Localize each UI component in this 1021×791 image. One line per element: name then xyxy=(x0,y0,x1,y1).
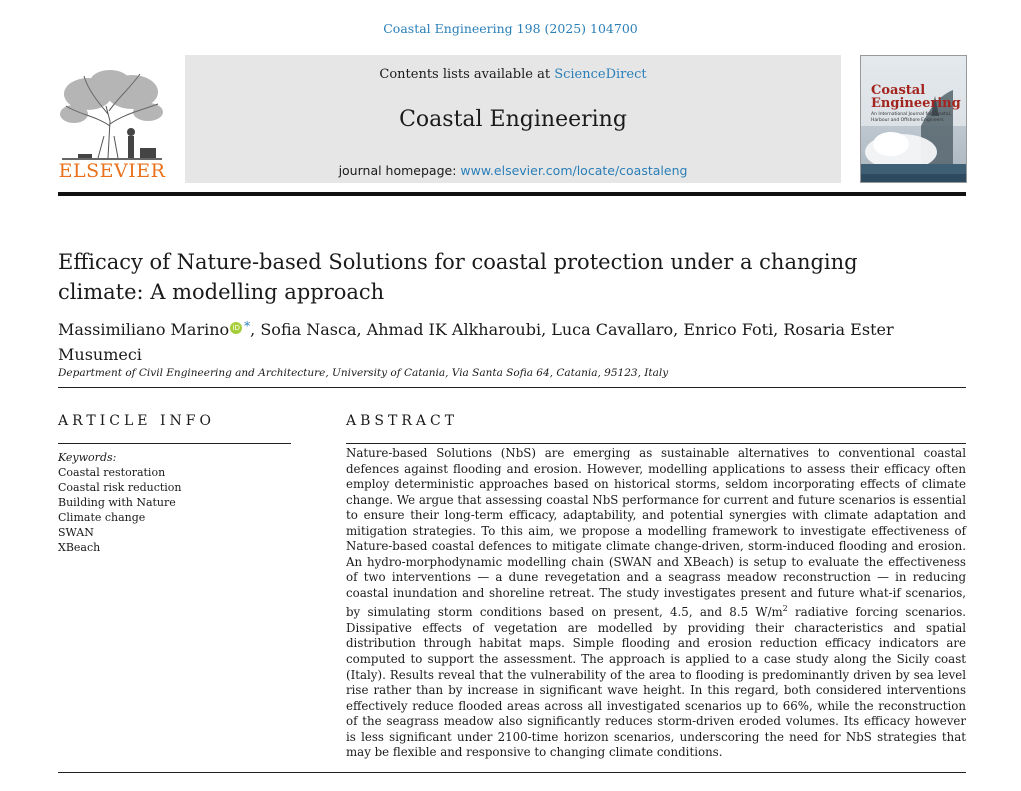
homepage-prefix: journal homepage: xyxy=(338,163,461,178)
abstract-superscript: 2 xyxy=(782,604,788,614)
article-info-rule xyxy=(58,443,291,444)
abstract-rule xyxy=(346,443,966,444)
header-rule xyxy=(58,192,966,196)
cover-title-line-2: Engineering xyxy=(871,96,961,111)
journal-citation-link[interactable]: Coastal Engineering 198 (2025) 104700 xyxy=(383,21,638,36)
keywords-label: Keywords: xyxy=(58,451,117,464)
homepage-line xyxy=(185,163,841,178)
author-name: Massimiliano Marino xyxy=(58,320,230,339)
abstract-heading: ABSTRACT xyxy=(346,413,459,429)
contents-line xyxy=(185,67,841,82)
author-list xyxy=(58,314,938,367)
abstract-text xyxy=(346,446,966,761)
cover-subtitle: An International Journal for Coastal, Harbour and Offshore Engineers xyxy=(871,112,952,123)
keyword-item: Climate change xyxy=(58,511,146,524)
sciencedirect-link[interactable]: ScienceDirect xyxy=(554,67,647,82)
elsevier-wordmark: ELSEVIER xyxy=(58,160,166,182)
journal-title: Coastal Engineering xyxy=(399,107,627,132)
coauthor-names: , Sofia Nasca, Ahmad IK Alkharoubi, Luca Cavallaro, Enrico Foti, Rosaria Ester Musumeci xyxy=(58,320,894,364)
orcid-icon[interactable]: iD xyxy=(230,322,242,334)
corresponding-author-mark[interactable]: * xyxy=(244,319,251,333)
journal-banner xyxy=(185,55,841,183)
article-info-heading: ARTICLE INFO xyxy=(58,413,215,429)
keyword-item: Coastal risk reduction xyxy=(58,481,182,494)
section-rule xyxy=(58,387,966,388)
journal-homepage-link[interactable]: www.elsevier.com/locate/coastaleng xyxy=(460,163,688,178)
article-title: Efficacy of Nature-based Solutions for coastal protection under a changing climate: A modelling approach xyxy=(58,250,858,304)
keyword-item: Building with Nature xyxy=(58,496,176,509)
journal-cover-thumbnail[interactable] xyxy=(860,55,967,183)
cover-title-line-1: Coastal xyxy=(871,83,926,98)
abstract-part-2: radiative forcing scenarios. Dissipative effects of vegetation are modelled by providing their characteristics and spatial distribution through habitat maps. Simple flooding and erosion reduction efficacy indicators are computed to support the assessment. The approach is applied to a case study along the Sicily coast (Italy). Results reveal that the vulnerability of the area to flooding is predominantly driven by sea level rise rather than by increase in significant wave height. In this regard, both considered interventions effectively reduce flooded areas across all investigated scenarios up to 66%, while the reconstruction of the seagrass meadow also significantly reduces storm-driven eroded volumes. Its efficacy however is less significant under 2100-time horizon scenarios, underscoring the need for NbS strategies that may be flexible and responsive to changing climate conditions. xyxy=(346,605,966,760)
keywords-list xyxy=(58,465,182,555)
keyword-item: XBeach xyxy=(58,541,101,554)
affiliation: Department of Civil Engineering and Architecture, University of Catania, Via Santa Sofia 64, Catania, 95123, Italy xyxy=(58,367,669,379)
keyword-item: SWAN xyxy=(58,526,94,539)
contents-prefix: Contents lists available at xyxy=(379,67,555,82)
keyword-item: Coastal restoration xyxy=(58,466,166,479)
cover-title xyxy=(871,84,961,110)
abstract-part-1: Nature-based Solutions (NbS) are emerging as sustainable alternatives to conventional coastal defences against flooding and erosion. However, modelling applications to assess their efficacy often employ deterministic approaches based on historical storms, seldom incorporating effects of climate change. We argue that assessing coastal NbS performance for current and future scenarios is essential to ensure their long-term efficacy, adaptability, and potential synergies with climate adaptation and mitigation strategies. To this aim, we propose a modelling framework to investigate effectiveness of Nature-based coastal defences to mitigate climate change-driven, storm-induced flooding and erosion. An hydro-morphodynamic modelling chain (SWAN and XBeach) is setup to evaluate the effectiveness of two interventions — a dune revegetation and a seagrass meadow reconstruction — in reducing coastal inundation and shoreline retreat. The study investigates present and future what-if scenarios, by simulating storm conditions based on present, 4.5, and 8.5 W/m xyxy=(346,446,966,620)
bottom-rule xyxy=(58,772,966,773)
